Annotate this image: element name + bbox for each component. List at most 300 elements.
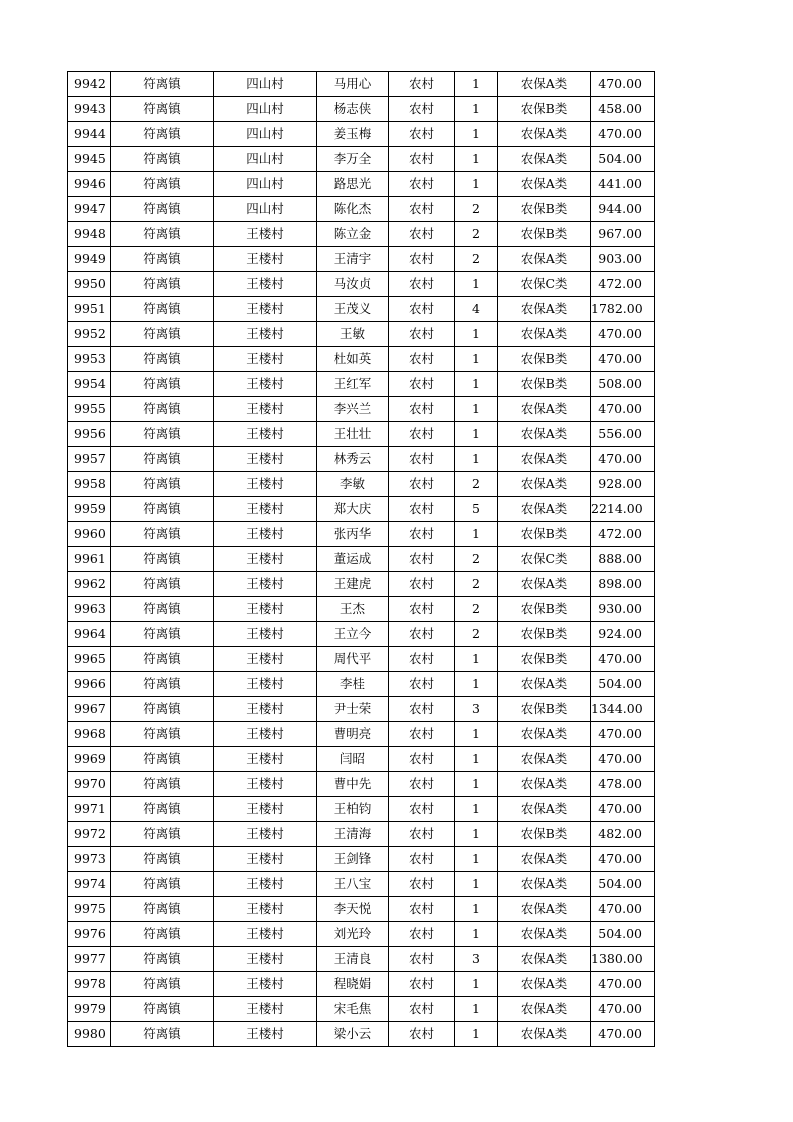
cell-category: 农保A类 — [498, 497, 591, 522]
cell-type: 农村 — [389, 897, 455, 922]
cell-village: 王楼村 — [214, 497, 317, 522]
cell-village: 王楼村 — [214, 447, 317, 472]
cell-count: 1 — [455, 972, 498, 997]
cell-id: 9946 — [68, 172, 111, 197]
cell-name: 王立今 — [317, 622, 389, 647]
cell-town: 符离镇 — [111, 822, 214, 847]
cell-amount: 508.00 — [591, 372, 655, 397]
cell-category: 农保A类 — [498, 1022, 591, 1047]
cell-town: 符离镇 — [111, 197, 214, 222]
cell-id: 9965 — [68, 647, 111, 672]
cell-village: 四山村 — [214, 72, 317, 97]
table-row — [68, 272, 655, 297]
cell-category: 农保A类 — [498, 322, 591, 347]
cell-type: 农村 — [389, 872, 455, 897]
table-row — [68, 397, 655, 422]
cell-amount: 504.00 — [591, 872, 655, 897]
cell-town: 符离镇 — [111, 947, 214, 972]
cell-town: 符离镇 — [111, 597, 214, 622]
cell-amount: 470.00 — [591, 897, 655, 922]
cell-amount: 482.00 — [591, 822, 655, 847]
cell-town: 符离镇 — [111, 672, 214, 697]
cell-town: 符离镇 — [111, 922, 214, 947]
cell-category: 农保A类 — [498, 247, 591, 272]
cell-name: 姜玉梅 — [317, 122, 389, 147]
table-row — [68, 847, 655, 872]
cell-amount: 1380.00 — [591, 947, 655, 972]
cell-id: 9947 — [68, 197, 111, 222]
cell-id: 9967 — [68, 697, 111, 722]
cell-village: 王楼村 — [214, 922, 317, 947]
table-row — [68, 222, 655, 247]
cell-type: 农村 — [389, 222, 455, 247]
cell-id: 9979 — [68, 997, 111, 1022]
cell-count: 1 — [455, 397, 498, 422]
cell-town: 符离镇 — [111, 272, 214, 297]
cell-village: 王楼村 — [214, 297, 317, 322]
cell-type: 农村 — [389, 497, 455, 522]
cell-name: 马汝贞 — [317, 272, 389, 297]
cell-count: 1 — [455, 772, 498, 797]
cell-type: 农村 — [389, 822, 455, 847]
cell-name: 王建虎 — [317, 572, 389, 597]
cell-name: 李天悦 — [317, 897, 389, 922]
cell-count: 1 — [455, 872, 498, 897]
cell-name: 程晓娟 — [317, 972, 389, 997]
cell-name: 王八宝 — [317, 872, 389, 897]
cell-town: 符离镇 — [111, 222, 214, 247]
cell-amount: 903.00 — [591, 247, 655, 272]
cell-type: 农村 — [389, 447, 455, 472]
cell-category: 农保A类 — [498, 797, 591, 822]
cell-town: 符离镇 — [111, 622, 214, 647]
table-row — [68, 922, 655, 947]
cell-id: 9949 — [68, 247, 111, 272]
cell-village: 王楼村 — [214, 772, 317, 797]
cell-village: 王楼村 — [214, 747, 317, 772]
cell-type: 农村 — [389, 422, 455, 447]
cell-count: 1 — [455, 97, 498, 122]
cell-amount: 1782.00 — [591, 297, 655, 322]
cell-count: 1 — [455, 922, 498, 947]
cell-type: 农村 — [389, 247, 455, 272]
cell-category: 农保A类 — [498, 297, 591, 322]
cell-type: 农村 — [389, 297, 455, 322]
cell-village: 王楼村 — [214, 722, 317, 747]
cell-town: 符离镇 — [111, 97, 214, 122]
cell-village: 王楼村 — [214, 522, 317, 547]
cell-name: 王敏 — [317, 322, 389, 347]
cell-amount: 470.00 — [591, 1022, 655, 1047]
table-row — [68, 122, 655, 147]
cell-count: 3 — [455, 947, 498, 972]
cell-amount: 2214.00 — [591, 497, 655, 522]
cell-amount: 470.00 — [591, 747, 655, 772]
cell-category: 农保B类 — [498, 97, 591, 122]
cell-type: 农村 — [389, 597, 455, 622]
cell-category: 农保A类 — [498, 772, 591, 797]
cell-name: 郑大庆 — [317, 497, 389, 522]
cell-town: 符离镇 — [111, 447, 214, 472]
cell-id: 9978 — [68, 972, 111, 997]
cell-amount: 472.00 — [591, 272, 655, 297]
cell-amount: 556.00 — [591, 422, 655, 447]
cell-id: 9948 — [68, 222, 111, 247]
table-row — [68, 572, 655, 597]
cell-count: 1 — [455, 797, 498, 822]
table-row — [68, 497, 655, 522]
cell-id: 9966 — [68, 672, 111, 697]
cell-name: 曹中先 — [317, 772, 389, 797]
cell-type: 农村 — [389, 397, 455, 422]
cell-id: 9961 — [68, 547, 111, 572]
cell-count: 2 — [455, 597, 498, 622]
cell-id: 9974 — [68, 872, 111, 897]
cell-category: 农保B类 — [498, 222, 591, 247]
cell-id: 9958 — [68, 472, 111, 497]
cell-name: 刘光玲 — [317, 922, 389, 947]
cell-id: 9964 — [68, 622, 111, 647]
cell-amount: 470.00 — [591, 997, 655, 1022]
cell-village: 王楼村 — [214, 547, 317, 572]
cell-type: 农村 — [389, 797, 455, 822]
cell-name: 尹士荣 — [317, 697, 389, 722]
cell-count: 1 — [455, 422, 498, 447]
cell-id: 9944 — [68, 122, 111, 147]
cell-type: 农村 — [389, 347, 455, 372]
cell-type: 农村 — [389, 747, 455, 772]
cell-count: 1 — [455, 822, 498, 847]
cell-amount: 458.00 — [591, 97, 655, 122]
table-row — [68, 797, 655, 822]
cell-town: 符离镇 — [111, 522, 214, 547]
table-row — [68, 97, 655, 122]
cell-category: 农保A类 — [498, 847, 591, 872]
cell-count: 5 — [455, 497, 498, 522]
cell-village: 王楼村 — [214, 847, 317, 872]
table-row — [68, 897, 655, 922]
cell-category: 农保A类 — [498, 472, 591, 497]
cell-category: 农保A类 — [498, 147, 591, 172]
cell-amount: 470.00 — [591, 447, 655, 472]
cell-category: 农保A类 — [498, 922, 591, 947]
cell-name: 王清海 — [317, 822, 389, 847]
cell-id: 9971 — [68, 797, 111, 822]
cell-category: 农保A类 — [498, 872, 591, 897]
cell-count: 1 — [455, 272, 498, 297]
cell-name: 马用心 — [317, 72, 389, 97]
cell-village: 王楼村 — [214, 797, 317, 822]
cell-village: 王楼村 — [214, 372, 317, 397]
cell-type: 农村 — [389, 672, 455, 697]
cell-type: 农村 — [389, 197, 455, 222]
cell-amount: 470.00 — [591, 397, 655, 422]
cell-village: 王楼村 — [214, 822, 317, 847]
cell-category: 农保A类 — [498, 722, 591, 747]
cell-type: 农村 — [389, 572, 455, 597]
table-row — [68, 747, 655, 772]
cell-type: 农村 — [389, 947, 455, 972]
table-row — [68, 197, 655, 222]
table-row — [68, 422, 655, 447]
cell-amount: 504.00 — [591, 672, 655, 697]
cell-name: 杨志侠 — [317, 97, 389, 122]
cell-name: 王清良 — [317, 947, 389, 972]
cell-village: 王楼村 — [214, 697, 317, 722]
cell-town: 符离镇 — [111, 172, 214, 197]
cell-amount: 928.00 — [591, 472, 655, 497]
cell-village: 王楼村 — [214, 322, 317, 347]
cell-id: 9954 — [68, 372, 111, 397]
cell-town: 符离镇 — [111, 997, 214, 1022]
cell-town: 符离镇 — [111, 547, 214, 572]
cell-amount: 470.00 — [591, 122, 655, 147]
cell-village: 王楼村 — [214, 947, 317, 972]
table-row — [68, 672, 655, 697]
cell-id: 9976 — [68, 922, 111, 947]
cell-category: 农保C类 — [498, 272, 591, 297]
cell-town: 符离镇 — [111, 472, 214, 497]
cell-id: 9943 — [68, 97, 111, 122]
cell-category: 农保A类 — [498, 422, 591, 447]
cell-village: 王楼村 — [214, 272, 317, 297]
cell-name: 李兴兰 — [317, 397, 389, 422]
cell-id: 9955 — [68, 397, 111, 422]
table-row — [68, 997, 655, 1022]
cell-type: 农村 — [389, 922, 455, 947]
cell-name: 陈立金 — [317, 222, 389, 247]
cell-count: 1 — [455, 447, 498, 472]
cell-town: 符离镇 — [111, 397, 214, 422]
cell-village: 王楼村 — [214, 972, 317, 997]
cell-count: 1 — [455, 347, 498, 372]
cell-amount: 898.00 — [591, 572, 655, 597]
cell-village: 四山村 — [214, 197, 317, 222]
cell-count: 1 — [455, 647, 498, 672]
cell-category: 农保A类 — [498, 172, 591, 197]
cell-amount: 470.00 — [591, 797, 655, 822]
cell-id: 9950 — [68, 272, 111, 297]
cell-town: 符离镇 — [111, 872, 214, 897]
cell-category: 农保A类 — [498, 122, 591, 147]
cell-town: 符离镇 — [111, 147, 214, 172]
cell-amount: 472.00 — [591, 522, 655, 547]
cell-name: 周代平 — [317, 647, 389, 672]
cell-category: 农保B类 — [498, 347, 591, 372]
cell-count: 2 — [455, 247, 498, 272]
cell-town: 符离镇 — [111, 422, 214, 447]
cell-id: 9945 — [68, 147, 111, 172]
cell-name: 王杰 — [317, 597, 389, 622]
cell-type: 农村 — [389, 972, 455, 997]
cell-town: 符离镇 — [111, 847, 214, 872]
table-row — [68, 372, 655, 397]
cell-village: 王楼村 — [214, 422, 317, 447]
cell-name: 宋毛焦 — [317, 997, 389, 1022]
cell-count: 1 — [455, 1022, 498, 1047]
cell-id: 9975 — [68, 897, 111, 922]
cell-count: 1 — [455, 897, 498, 922]
cell-count: 1 — [455, 147, 498, 172]
cell-village: 四山村 — [214, 172, 317, 197]
cell-name: 李桂 — [317, 672, 389, 697]
cell-name: 张丙华 — [317, 522, 389, 547]
cell-type: 农村 — [389, 122, 455, 147]
table-row — [68, 822, 655, 847]
cell-amount: 470.00 — [591, 722, 655, 747]
cell-type: 农村 — [389, 697, 455, 722]
cell-count: 1 — [455, 122, 498, 147]
table-row — [68, 322, 655, 347]
cell-id: 9973 — [68, 847, 111, 872]
cell-town: 符离镇 — [111, 972, 214, 997]
cell-name: 李万全 — [317, 147, 389, 172]
cell-town: 符离镇 — [111, 72, 214, 97]
cell-type: 农村 — [389, 1022, 455, 1047]
cell-name: 路思光 — [317, 172, 389, 197]
cell-amount: 930.00 — [591, 597, 655, 622]
cell-amount: 470.00 — [591, 847, 655, 872]
cell-category: 农保B类 — [498, 597, 591, 622]
cell-type: 农村 — [389, 372, 455, 397]
cell-village: 四山村 — [214, 147, 317, 172]
cell-town: 符离镇 — [111, 497, 214, 522]
cell-amount: 504.00 — [591, 922, 655, 947]
cell-count: 1 — [455, 522, 498, 547]
cell-id: 9972 — [68, 822, 111, 847]
cell-village: 王楼村 — [214, 572, 317, 597]
cell-id: 9953 — [68, 347, 111, 372]
table-row — [68, 697, 655, 722]
cell-id: 9977 — [68, 947, 111, 972]
cell-id: 9960 — [68, 522, 111, 547]
cell-category: 农保B类 — [498, 822, 591, 847]
cell-village: 王楼村 — [214, 472, 317, 497]
cell-name: 王壮壮 — [317, 422, 389, 447]
cell-village: 王楼村 — [214, 622, 317, 647]
cell-type: 农村 — [389, 272, 455, 297]
cell-count: 1 — [455, 997, 498, 1022]
cell-count: 2 — [455, 472, 498, 497]
cell-village: 四山村 — [214, 122, 317, 147]
cell-type: 农村 — [389, 97, 455, 122]
cell-town: 符离镇 — [111, 722, 214, 747]
table-row — [68, 347, 655, 372]
cell-village: 王楼村 — [214, 247, 317, 272]
cell-id: 9962 — [68, 572, 111, 597]
cell-town: 符离镇 — [111, 572, 214, 597]
cell-town: 符离镇 — [111, 247, 214, 272]
cell-village: 王楼村 — [214, 397, 317, 422]
table-row — [68, 647, 655, 672]
cell-name: 李敏 — [317, 472, 389, 497]
cell-category: 农保A类 — [498, 572, 591, 597]
cell-amount: 470.00 — [591, 72, 655, 97]
cell-category: 农保A类 — [498, 997, 591, 1022]
cell-village: 王楼村 — [214, 1022, 317, 1047]
cell-name: 王清宇 — [317, 247, 389, 272]
table-row — [68, 872, 655, 897]
cell-category: 农保A类 — [498, 972, 591, 997]
cell-category: 农保C类 — [498, 547, 591, 572]
cell-count: 2 — [455, 622, 498, 647]
cell-amount: 478.00 — [591, 772, 655, 797]
cell-town: 符离镇 — [111, 797, 214, 822]
cell-count: 1 — [455, 747, 498, 772]
cell-id: 9970 — [68, 772, 111, 797]
cell-type: 农村 — [389, 547, 455, 572]
cell-amount: 470.00 — [591, 347, 655, 372]
cell-name: 林秀云 — [317, 447, 389, 472]
cell-town: 符离镇 — [111, 697, 214, 722]
cell-name: 王柏钧 — [317, 797, 389, 822]
cell-name: 董运成 — [317, 547, 389, 572]
cell-type: 农村 — [389, 472, 455, 497]
cell-village: 王楼村 — [214, 347, 317, 372]
cell-amount: 1344.00 — [591, 697, 655, 722]
cell-category: 农保A类 — [498, 447, 591, 472]
cell-town: 符离镇 — [111, 772, 214, 797]
cell-type: 农村 — [389, 322, 455, 347]
cell-type: 农村 — [389, 772, 455, 797]
cell-amount: 470.00 — [591, 647, 655, 672]
cell-amount: 888.00 — [591, 547, 655, 572]
cell-count: 4 — [455, 297, 498, 322]
table-row — [68, 622, 655, 647]
cell-amount: 967.00 — [591, 222, 655, 247]
table-row — [68, 597, 655, 622]
cell-village: 王楼村 — [214, 897, 317, 922]
cell-name: 王剑锋 — [317, 847, 389, 872]
cell-count: 2 — [455, 572, 498, 597]
cell-type: 农村 — [389, 172, 455, 197]
cell-id: 9957 — [68, 447, 111, 472]
cell-type: 农村 — [389, 522, 455, 547]
cell-id: 9942 — [68, 72, 111, 97]
cell-count: 1 — [455, 322, 498, 347]
cell-category: 农保B类 — [498, 522, 591, 547]
cell-count: 1 — [455, 372, 498, 397]
cell-village: 王楼村 — [214, 597, 317, 622]
cell-category: 农保A类 — [498, 747, 591, 772]
table-row — [68, 772, 655, 797]
cell-count: 2 — [455, 547, 498, 572]
cell-id: 9968 — [68, 722, 111, 747]
cell-village: 王楼村 — [214, 997, 317, 1022]
cell-town: 符离镇 — [111, 122, 214, 147]
cell-town: 符离镇 — [111, 322, 214, 347]
cell-amount: 944.00 — [591, 197, 655, 222]
cell-name: 王红军 — [317, 372, 389, 397]
table-row — [68, 247, 655, 272]
cell-village: 王楼村 — [214, 222, 317, 247]
table-row — [68, 1022, 655, 1047]
cell-amount: 470.00 — [591, 322, 655, 347]
cell-type: 农村 — [389, 997, 455, 1022]
cell-category: 农保A类 — [498, 897, 591, 922]
cell-amount: 441.00 — [591, 172, 655, 197]
table-row — [68, 522, 655, 547]
cell-town: 符离镇 — [111, 1022, 214, 1047]
cell-count: 2 — [455, 197, 498, 222]
cell-type: 农村 — [389, 847, 455, 872]
cell-count: 1 — [455, 172, 498, 197]
cell-town: 符离镇 — [111, 647, 214, 672]
table-row — [68, 472, 655, 497]
cell-category: 农保A类 — [498, 672, 591, 697]
table-row — [68, 722, 655, 747]
cell-id: 9959 — [68, 497, 111, 522]
